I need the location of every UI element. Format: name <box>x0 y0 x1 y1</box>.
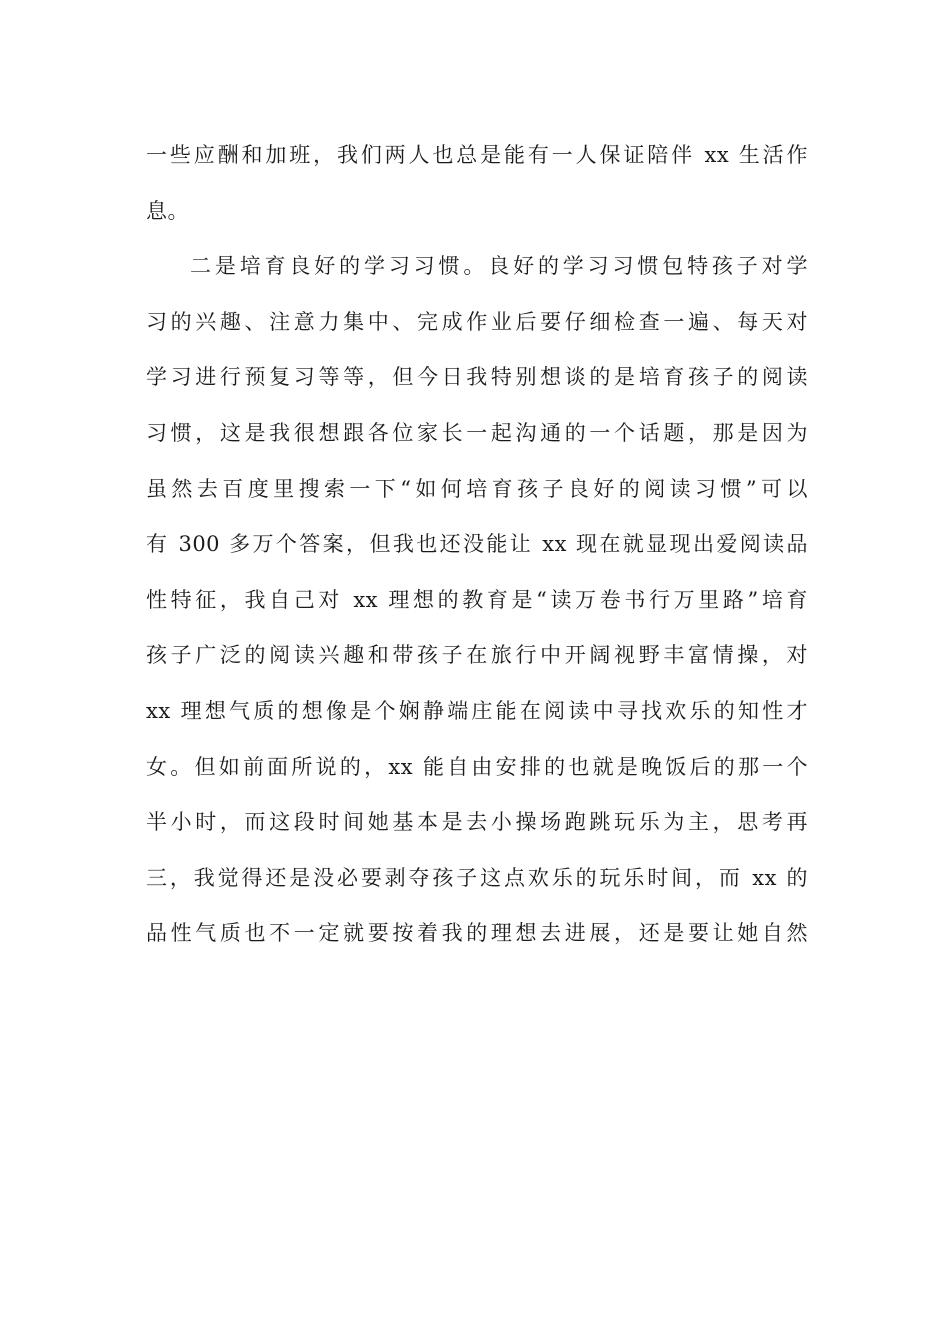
text-line: 习惯，这是我很想跟各位家长一起沟通的一个话题，那是因为 <box>146 420 808 445</box>
text-line: xx 理想气质的想像是个娴静端庄能在阅读中寻找欢乐的知性才 <box>146 698 808 723</box>
paragraph-start-line: 二是培育良好的学习习惯。良好的学习习惯包特孩子对学 <box>190 254 808 279</box>
text-line: 学习进行预复习等等，但今日我特别想谈的是培育孩子的阅读 <box>146 365 808 390</box>
text-line: 性特征，我自己对 xx 理想的教育是“读万卷书行万里路”培育 <box>146 587 808 612</box>
document-body <box>146 128 808 962</box>
text-line: 虽然去百度里搜索一下“如何培育孩子良好的阅读习惯”可以 <box>146 476 808 501</box>
text-line: 女。但如前面所说的，xx 能自由安排的也就是晚饭后的那一个 <box>146 754 808 779</box>
text-line: 有 300 多万个答案，但我也还没能让 xx 现在就显现出爱阅读品 <box>146 532 808 557</box>
text-line: 品性气质也不一定就要按着我的理想去进展，还是要让她自然 <box>146 921 808 946</box>
text-line: 孩子广泛的阅读兴趣和带孩子在旅行中开阔视野丰富情操，对 <box>146 643 808 668</box>
text-line: 息。 <box>146 198 189 223</box>
text-line: 习的兴趣、注意力集中、完成作业后要仔细检查一遍、每天对 <box>146 309 808 334</box>
text-line: 三，我觉得还是没必要剥夺孩子这点欢乐的玩乐时间，而 xx 的 <box>146 865 808 890</box>
text-line: 一些应酬和加班，我们两人也总是能有一人保证陪伴 xx 生活作 <box>146 143 808 167</box>
text-line: 半小时，而这段时间她基本是去小操场跑跳玩乐为主，思考再 <box>146 810 808 835</box>
